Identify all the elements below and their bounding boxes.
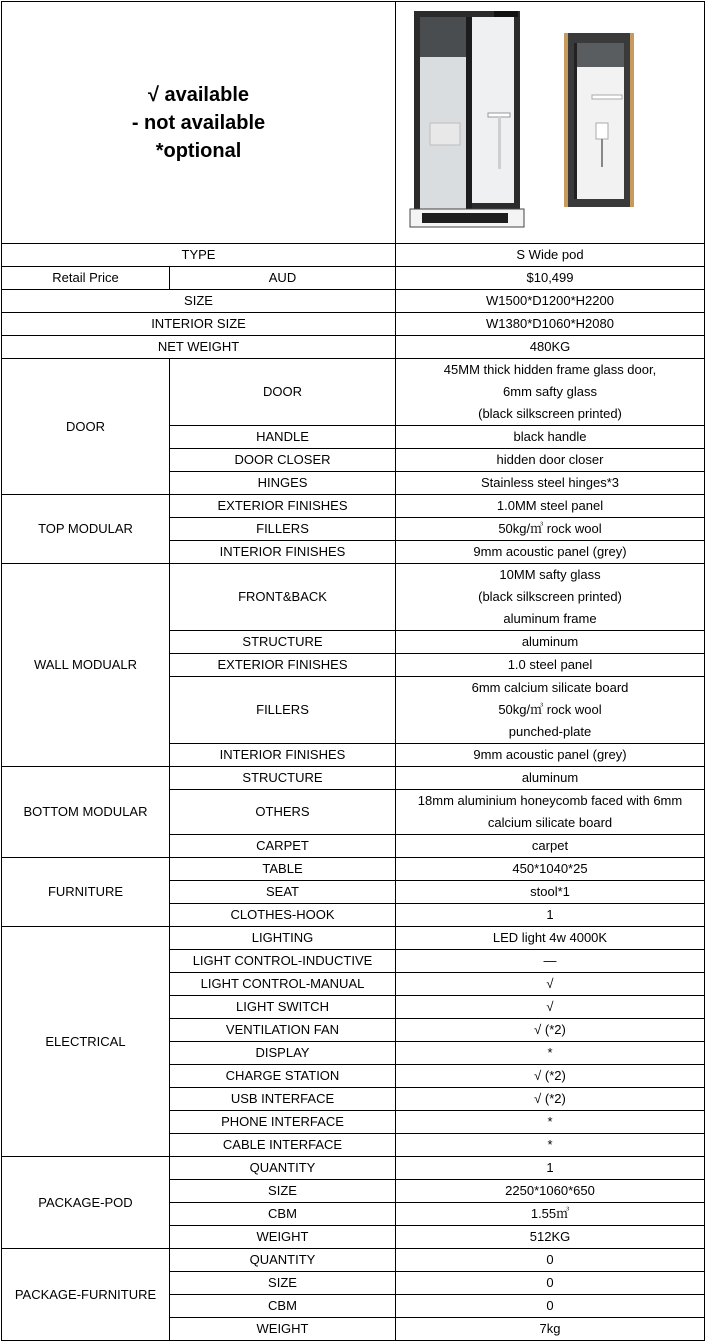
spec-value-line: stool*1 bbox=[530, 884, 570, 899]
spec-value-line: √ bbox=[546, 976, 554, 991]
spec-value-line: 18mm aluminium honeycomb faced with 6mm bbox=[417, 793, 683, 808]
spec-value-line: 45MM thick hidden frame glass door, bbox=[443, 362, 657, 377]
spec-value-line: 1.0 steel panel bbox=[507, 657, 593, 672]
spec-value bbox=[396, 927, 705, 950]
spec-label: PHONE INTERFACE bbox=[170, 1111, 396, 1134]
spec-value-line: * bbox=[547, 1114, 553, 1129]
spec-value-line: aluminum bbox=[521, 634, 579, 649]
spec-label: LIGHT SWITCH bbox=[170, 996, 396, 1019]
spec-value-line: — bbox=[543, 953, 557, 968]
spec-label: FRONT&BACK bbox=[170, 564, 396, 631]
spec-value-line: calcium silicate board bbox=[487, 815, 613, 830]
wide-pod-front-image bbox=[410, 11, 524, 227]
spec-value bbox=[396, 631, 705, 654]
spec-label: CBM bbox=[170, 1295, 396, 1318]
spec-value-line: 0 bbox=[546, 1275, 554, 1290]
spec-label: DISPLAY bbox=[170, 1042, 396, 1065]
spec-value-line: 9mm acoustic panel (grey) bbox=[473, 544, 627, 559]
spec-label: CABLE INTERFACE bbox=[170, 1134, 396, 1157]
bottom-group-label: BOTTOM MODULAR bbox=[2, 767, 170, 858]
price-label: Retail Price bbox=[2, 267, 170, 290]
door-group-label: DOOR bbox=[2, 359, 170, 495]
spec-value bbox=[396, 744, 705, 767]
spec-value-line: 450*1040*25 bbox=[512, 861, 588, 876]
spec-value bbox=[396, 518, 705, 541]
type-label: TYPE bbox=[2, 244, 396, 267]
spec-value bbox=[396, 1019, 705, 1042]
currency-label: AUD bbox=[170, 267, 396, 290]
spec-value-line: √ (*2) bbox=[534, 1068, 566, 1083]
spec-label: USB INTERFACE bbox=[170, 1088, 396, 1111]
spec-value bbox=[396, 904, 705, 927]
furniture-row bbox=[2, 858, 705, 881]
spec-value bbox=[396, 564, 705, 631]
spec-value bbox=[396, 1134, 705, 1157]
spec-label: STRUCTURE bbox=[170, 631, 396, 654]
spec-value-line: 0 bbox=[546, 1298, 554, 1313]
legend-available: √ available bbox=[147, 83, 250, 106]
spec-value-line: 512KG bbox=[529, 1229, 571, 1244]
availability-legend bbox=[2, 2, 396, 244]
spec-label: EXTERIOR FINISHES bbox=[170, 495, 396, 518]
type-value: S Wide pod bbox=[396, 244, 705, 267]
spec-value-line: aluminum frame bbox=[503, 611, 597, 626]
spec-label: LIGHT CONTROL-INDUCTIVE bbox=[170, 950, 396, 973]
spec-value-line: black handle bbox=[513, 429, 587, 444]
interior-size-label: INTERIOR SIZE bbox=[2, 313, 396, 336]
spec-label: CLOTHES-HOOK bbox=[170, 904, 396, 927]
spec-value-line: 2250*1060*650 bbox=[505, 1183, 595, 1198]
spec-value-line: √ (*2) bbox=[534, 1022, 566, 1037]
spec-label: VENTILATION FAN bbox=[170, 1019, 396, 1042]
spec-value-line: 10MM safty glass bbox=[499, 567, 601, 582]
spec-value bbox=[396, 472, 705, 495]
package-furniture-group-label: PACKAGE-FURNITURE bbox=[2, 1249, 170, 1341]
spec-label: SIZE bbox=[170, 1272, 396, 1295]
spec-value-line: √ (*2) bbox=[534, 1091, 566, 1106]
spec-value bbox=[396, 1157, 705, 1180]
spec-value-line: * bbox=[547, 1137, 553, 1152]
spec-label: SIZE bbox=[170, 1180, 396, 1203]
spec-value-line: aluminum bbox=[521, 770, 579, 785]
door-row bbox=[2, 359, 705, 426]
spec-value-line: 50kg/㎥ rock wool bbox=[498, 702, 602, 717]
wall-group-label: WALL MODUALR bbox=[2, 564, 170, 767]
spec-value-line: (black silkscreen printed) bbox=[478, 589, 622, 604]
spec-value bbox=[396, 359, 705, 426]
net-weight-row bbox=[2, 336, 705, 359]
legend-optional: *optional bbox=[155, 139, 242, 162]
spec-value bbox=[396, 541, 705, 564]
spec-value-line: * bbox=[547, 1045, 553, 1060]
spec-value bbox=[396, 996, 705, 1019]
net-weight-label: NET WEIGHT bbox=[2, 336, 396, 359]
spec-label: EXTERIOR FINISHES bbox=[170, 654, 396, 677]
spec-value bbox=[396, 1203, 705, 1226]
spec-label: OTHERS bbox=[170, 790, 396, 835]
wall-row bbox=[2, 564, 705, 631]
spec-value-line: 0 bbox=[546, 1252, 554, 1267]
pod-product-image bbox=[396, 3, 703, 243]
electrical-group-label: ELECTRICAL bbox=[2, 927, 170, 1157]
spec-value bbox=[396, 677, 705, 744]
spec-value bbox=[396, 1042, 705, 1065]
spec-label: TABLE bbox=[170, 858, 396, 881]
spec-value bbox=[396, 1272, 705, 1295]
package-pod-row bbox=[2, 1157, 705, 1180]
size-value: W1500*D1200*H2200 bbox=[396, 290, 705, 313]
spec-value-line: 1 bbox=[546, 907, 554, 922]
net-weight-value: 480KG bbox=[396, 336, 705, 359]
spec-value bbox=[396, 449, 705, 472]
spec-value bbox=[396, 858, 705, 881]
spec-label: HINGES bbox=[170, 472, 396, 495]
spec-value bbox=[396, 1249, 705, 1272]
electrical-row bbox=[2, 927, 705, 950]
spec-value-line: 1 bbox=[546, 1160, 554, 1175]
spec-value bbox=[396, 881, 705, 904]
spec-label: WEIGHT bbox=[170, 1226, 396, 1249]
spec-value bbox=[396, 1180, 705, 1203]
spec-label: DOOR bbox=[170, 359, 396, 426]
spec-value-line: hidden door closer bbox=[496, 452, 604, 467]
spec-label: LIGHT CONTROL-MANUAL bbox=[170, 973, 396, 996]
price-value: $10,499 bbox=[396, 267, 705, 290]
spec-value-line: carpet bbox=[531, 838, 569, 853]
spec-label: STRUCTURE bbox=[170, 767, 396, 790]
package-furniture-row bbox=[2, 1249, 705, 1272]
spec-value bbox=[396, 767, 705, 790]
legend-not-available: - not available bbox=[131, 111, 266, 134]
furniture-group-label: FURNITURE bbox=[2, 858, 170, 927]
spec-value bbox=[396, 835, 705, 858]
spec-value-line: 1.55㎥ bbox=[530, 1206, 570, 1221]
interior-size-value: W1380*D1060*H2080 bbox=[396, 313, 705, 336]
spec-value bbox=[396, 495, 705, 518]
spec-value-line: punched-plate bbox=[508, 724, 592, 739]
spec-value bbox=[396, 1226, 705, 1249]
spec-value-line: 6mm calcium silicate board bbox=[471, 680, 629, 695]
spec-value-line: (black silkscreen printed) bbox=[478, 406, 622, 421]
size-row bbox=[2, 290, 705, 313]
spec-value bbox=[396, 654, 705, 677]
spec-value-line: 9mm acoustic panel (grey) bbox=[473, 747, 627, 762]
spec-value bbox=[396, 973, 705, 996]
product-photo-cell bbox=[396, 2, 705, 244]
spec-label: FILLERS bbox=[170, 677, 396, 744]
spec-value bbox=[396, 1318, 705, 1341]
spec-label: LIGHTING bbox=[170, 927, 396, 950]
spec-label: HANDLE bbox=[170, 426, 396, 449]
interior-size-row bbox=[2, 313, 705, 336]
spec-label: INTERIOR FINISHES bbox=[170, 744, 396, 767]
package-pod-group-label: PACKAGE-POD bbox=[2, 1157, 170, 1249]
top-group-label: TOP MODULAR bbox=[2, 495, 170, 564]
spec-value-line: 6mm safty glass bbox=[503, 384, 597, 399]
spec-label: CHARGE STATION bbox=[170, 1065, 396, 1088]
spec-value-line: 1.0MM steel panel bbox=[496, 498, 604, 513]
spec-value-line: 50kg/㎥ rock wool bbox=[498, 521, 602, 536]
spec-label: QUANTITY bbox=[170, 1157, 396, 1180]
spec-value bbox=[396, 1065, 705, 1088]
header-row bbox=[2, 2, 705, 244]
spec-label: QUANTITY bbox=[170, 1249, 396, 1272]
spec-value bbox=[396, 1295, 705, 1318]
type-row bbox=[2, 244, 705, 267]
spec-value bbox=[396, 1111, 705, 1134]
spec-label: WEIGHT bbox=[170, 1318, 396, 1341]
spec-label: CARPET bbox=[170, 835, 396, 858]
spec-label: CBM bbox=[170, 1203, 396, 1226]
spec-value bbox=[396, 790, 705, 835]
spec-label: INTERIOR FINISHES bbox=[170, 541, 396, 564]
spec-label: FILLERS bbox=[170, 518, 396, 541]
spec-label: SEAT bbox=[170, 881, 396, 904]
spec-value-line: LED light 4w 4000K bbox=[492, 930, 608, 945]
bottom-row bbox=[2, 767, 705, 790]
spec-value bbox=[396, 426, 705, 449]
spec-value-line: Stainless steel hinges*3 bbox=[480, 475, 620, 490]
size-label: SIZE bbox=[2, 290, 396, 313]
spec-value bbox=[396, 1088, 705, 1111]
compact-pod-image bbox=[564, 33, 634, 207]
spec-value bbox=[396, 950, 705, 973]
top-row bbox=[2, 495, 705, 518]
spec-value-line: 7kg bbox=[539, 1321, 561, 1336]
spec-table bbox=[1, 1, 705, 1341]
spec-value-line: √ bbox=[546, 999, 554, 1014]
price-row bbox=[2, 267, 705, 290]
spec-label: DOOR CLOSER bbox=[170, 449, 396, 472]
